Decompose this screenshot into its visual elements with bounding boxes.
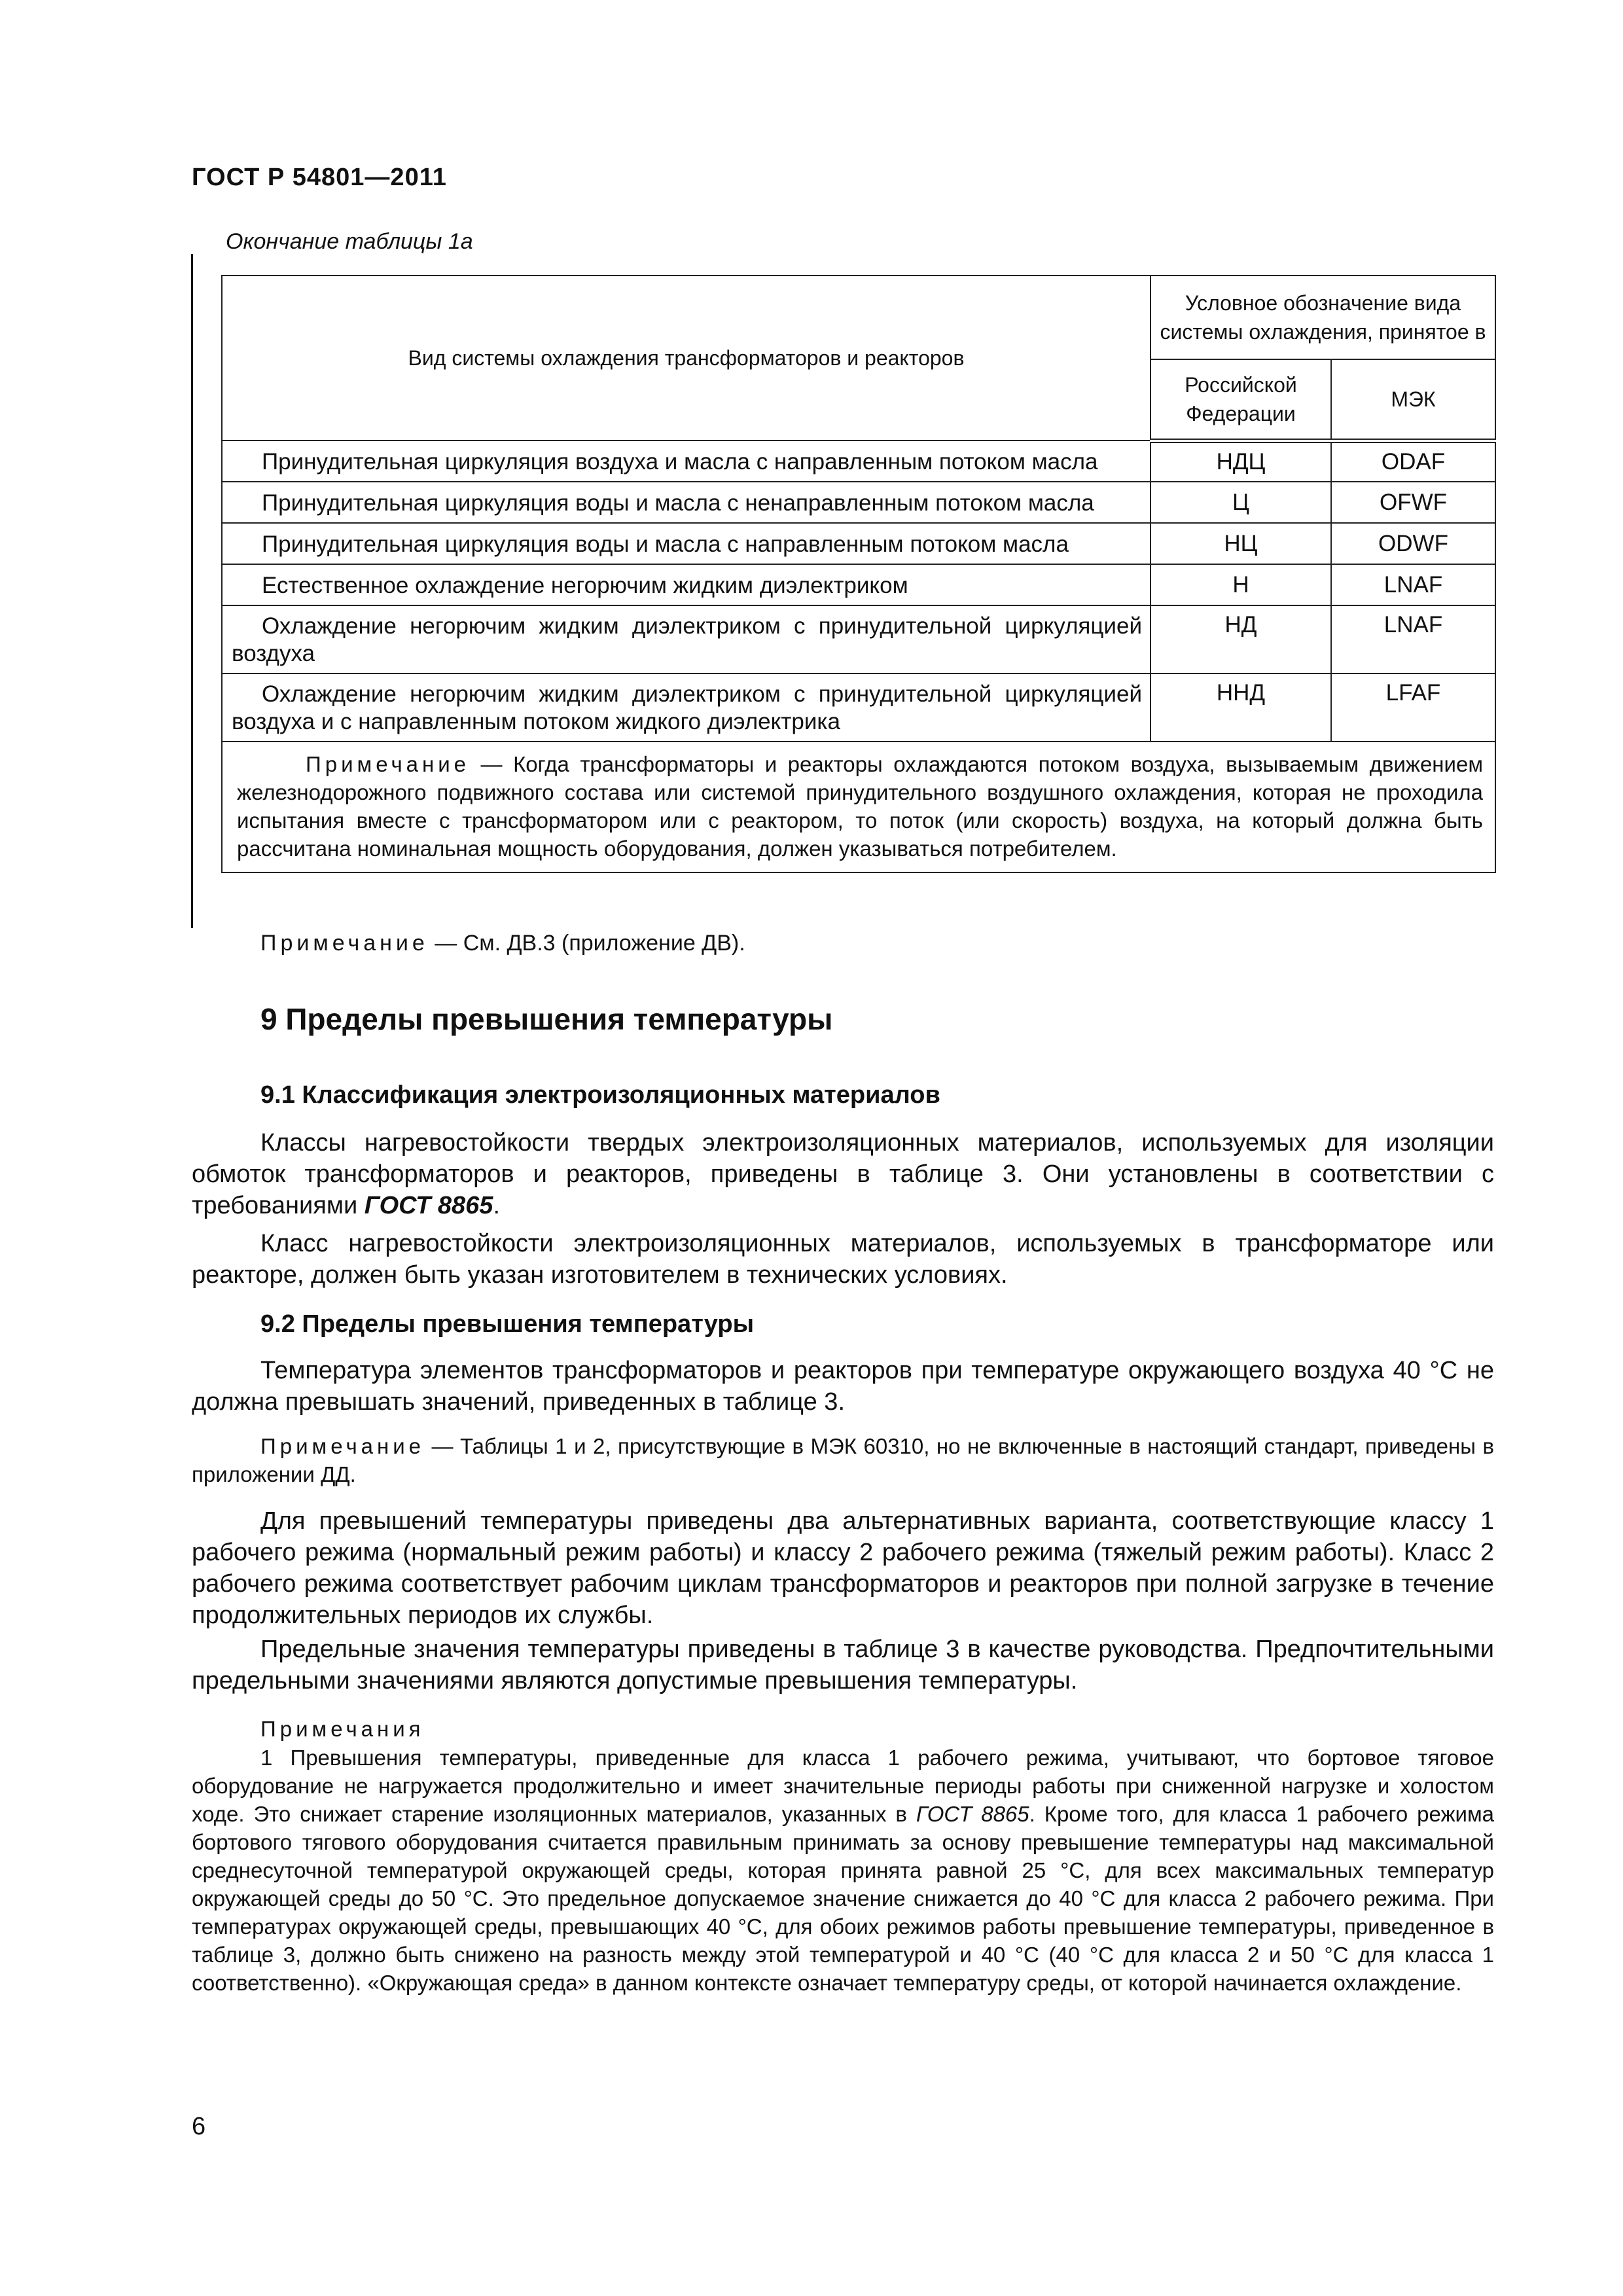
paragraph-text: Класс нагревостойкости электроизоляционных материалов, используемых в трансформаторе или реакторе, должен быть указан изготовителем в технических условиях.: [192, 1230, 1494, 1289]
code-russia: Ц: [1150, 482, 1331, 523]
page-number: 6: [192, 2113, 206, 2140]
table-caption: Окончание таблицы 1а: [226, 229, 473, 254]
note: [192, 1432, 1494, 1488]
subsection-heading-9-1: 9.1 Классификация электроизоляционных материалов: [260, 1081, 940, 1109]
paragraph-text: .: [493, 1192, 500, 1219]
system-name: Принудительная циркуляция воды и масла с ненаправленным потоком масла: [262, 490, 1094, 516]
note-label: Примечание: [306, 752, 471, 776]
paragraph: [192, 1127, 1494, 1221]
table-row: [222, 523, 1495, 564]
note-after-table: [260, 931, 745, 956]
table-row: [222, 482, 1495, 523]
code-russia: ННД: [1150, 673, 1331, 742]
column-header-russia: Российской Федерации: [1150, 359, 1331, 440]
code-russia: НЦ: [1150, 523, 1331, 564]
standard-reference: ГОСТ 8865: [916, 1802, 1029, 1826]
column-header-system-type: Вид системы охлаждения трансформаторов и реакторов: [222, 276, 1150, 440]
paragraph-text: Классы нагревостойкости твердых электроизоляционных материалов, используемых для изоляции обмоток трансформаторов и реакторов, приведены в таблице 3. Они установлены в соответствии с требованиями: [192, 1129, 1494, 1219]
cooling-systems-table: [221, 275, 1496, 873]
paragraph-text: Предельные значения температуры приведены в таблице 3 в качестве руководства. Предпочтительными предельными значениями являются допустимые превышения температуры.: [192, 1636, 1494, 1695]
note-label: Примечание: [260, 931, 429, 956]
table-row: [222, 440, 1495, 482]
code-iec: OFWF: [1331, 482, 1495, 523]
note-text: — Таблицы 1 и 2, присутствующие в МЭК 60310, но не включенные в настоящий стандарт, приведены в приложении ДД.: [192, 1434, 1494, 1486]
code-iec: LFAF: [1331, 673, 1495, 742]
system-name: Естественное охлаждение негорючим жидким диэлектриком: [262, 572, 908, 598]
code-russia: НДЦ: [1150, 440, 1331, 482]
paragraph-text: Для превышений температуры приведены два альтернативных варианта, соответствующие классу 1 рабочего режима (нормальный режим работы) и классу 2 рабочего режима (тяжелый режим работы). Класс 2 рабочего режима соответствует рабочим циклам трансформаторов и реакторов при полной загрузке в течение продолжительных периодов их службы.: [192, 1507, 1494, 1629]
note-text: — Когда трансформаторы и реакторы охлаждаются потоком воздуха, вызываемым движением железнодорожного подвижного состава или системой принудительного воздушного охлаждения, которая не проходила испытания вместе с трансформатором или с реактором, то поток (или скорость) воздуха, на который должна быть рассчитана номинальная мощность оборудования, должен указываться потребителем.: [237, 752, 1484, 861]
code-iec: LNAF: [1331, 564, 1495, 605]
system-name: Принудительная циркуляция воздуха и масла с направленным потоком масла: [262, 448, 1098, 475]
document-code-header: ГОСТ Р 54801—2011: [192, 164, 447, 191]
code-iec: ODAF: [1331, 440, 1495, 482]
note-text: — См. ДВ.3 (приложение ДВ).: [435, 931, 745, 956]
code-iec: ODWF: [1331, 523, 1495, 564]
code-russia: НД: [1150, 605, 1331, 673]
subsection-heading-9-2: 9.2 Пределы превышения температуры: [260, 1310, 755, 1338]
column-header-designation: Условное обозначение вида системы охлаждения, принятое в: [1150, 276, 1495, 359]
paragraph-text: Температура элементов трансформаторов и реакторов при температуре окружающего воздуха 40 °С не должна превышать значений, приведенных в таблице 3.: [192, 1357, 1494, 1416]
system-name: Принудительная циркуляция воды и масла с направленным потоком масла: [262, 531, 1069, 557]
note-text: 1 Превышения температуры, приведенные для класса 1 рабочего режима, учитывают, что бортовое тяговое оборудование не нагружается продолжительно и имеет значительные периоды работы при сниженной нагрузке и холостом ходе. Это снижает старение изоляционных материалов, указанных в: [192, 1746, 1494, 1826]
system-name: Охлаждение негорючим жидким диэлектриком с принудительной циркуляцией воздуха: [232, 613, 1142, 666]
notes-title: [192, 1715, 1494, 1743]
column-header-iec: МЭК: [1331, 359, 1495, 440]
code-russia: Н: [1150, 564, 1331, 605]
system-name: Охлаждение негорючим жидким диэлектриком с принудительной циркуляцией воздуха и с направленным потоком жидкого диэлектрика: [232, 681, 1142, 734]
paragraph: [192, 1355, 1494, 1418]
table-row: [222, 605, 1495, 673]
paragraph: [192, 1505, 1494, 1631]
table-row: [222, 673, 1495, 742]
note-text: . Кроме того, для класса 1 рабочего режима бортового тягового оборудования считается правильным принимать за основу превышение температуры над максимальной среднесуточной температурой окружающей среды, которая принята равной 25 °С, для всех максимальных температур окружающей среды до 50 °С. Это предельное допускаемое значение снижается до 40 °С для класса 2 рабочего режима. При температурах окружающей среды, превышающих 40 °С, для обоих режимов работы превышение температуры, приведенное в таблице 3, должно быть снижено на разность между этой температурой и 40 °С (40 °С для класса 2 и 50 °С для класса 1 соответственно). «Окружающая среда» в данном контексте означает температуру среды, от которой начинается охлаждение.: [192, 1802, 1495, 1995]
note-1: [192, 1744, 1494, 1997]
paragraph: [192, 1228, 1494, 1291]
note-label: Примечание: [260, 1434, 425, 1458]
section-heading: 9 Пределы превышения температуры: [260, 1002, 833, 1036]
code-iec: LNAF: [1331, 605, 1495, 673]
paragraph: [192, 1634, 1494, 1696]
table-row: [222, 564, 1495, 605]
notes-title-text: Примечания: [260, 1717, 425, 1741]
standard-reference: ГОСТ 8865: [364, 1192, 493, 1219]
table-note-row: [222, 742, 1495, 872]
change-bar: [191, 254, 193, 928]
